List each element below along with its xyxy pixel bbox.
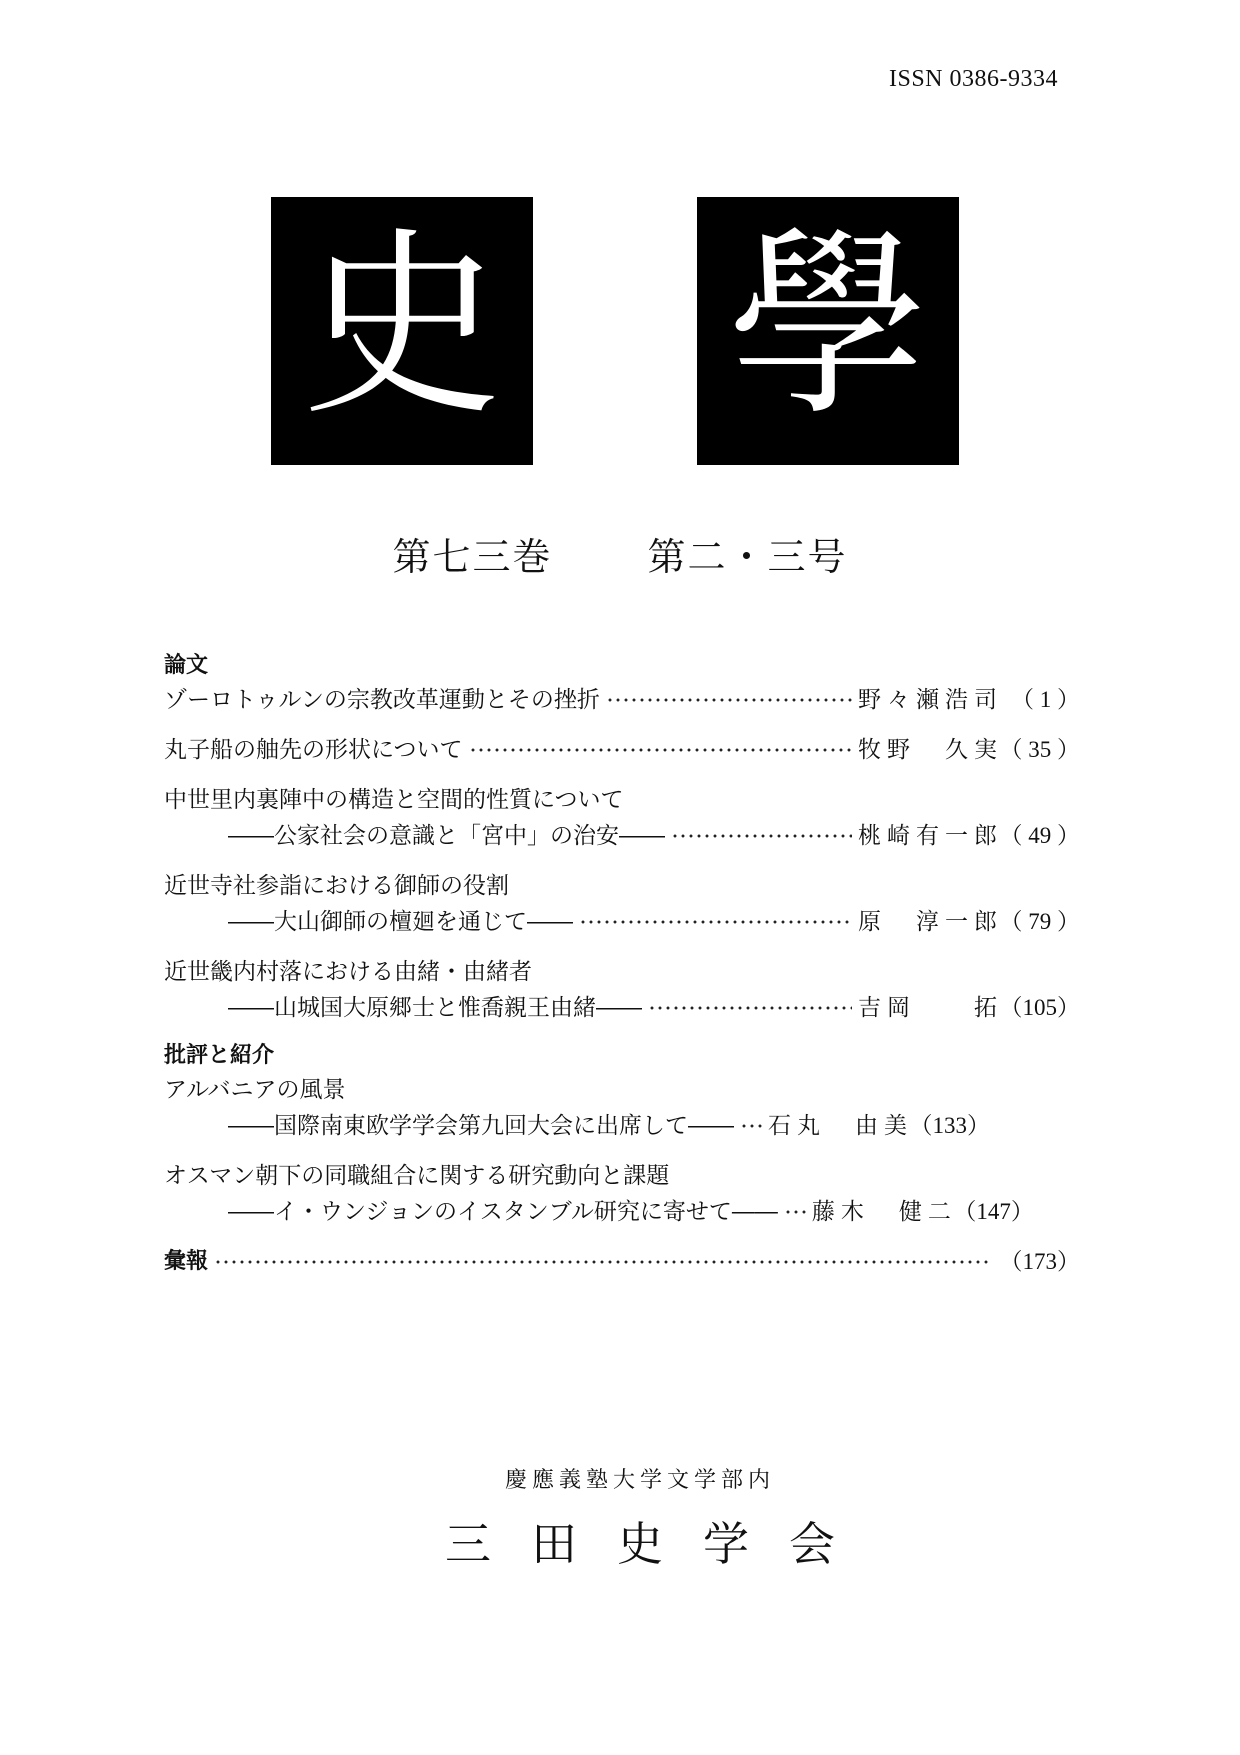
toc-section xyxy=(164,650,1080,1026)
review-page: （133） xyxy=(909,1113,990,1138)
toc-entry xyxy=(164,682,1080,718)
review-title: オスマン朝下の同職組合に関する研究動向と課題 xyxy=(164,1163,670,1189)
toc-entry xyxy=(164,782,1080,854)
toc-line xyxy=(164,868,1080,904)
article-page: （ 49 ） xyxy=(999,823,1080,848)
toc-bulletin xyxy=(164,1244,1080,1280)
article-title: 中世里内裏陣中の構造と空間的性質について xyxy=(164,787,624,813)
article-subtitle: ――大山御師の檀廻を通じて―― xyxy=(228,909,573,935)
dot-leader xyxy=(469,744,852,756)
toc-section xyxy=(164,1040,1080,1230)
publisher-name: 三田史学会 xyxy=(445,1517,875,1571)
volume-issue xyxy=(0,526,1240,581)
dot-leader xyxy=(214,1256,992,1268)
article-page: （ 35 ） xyxy=(999,737,1080,762)
issn-number: ISSN 0386-9334 xyxy=(888,66,1058,92)
review-subtitle: ――イ・ウンジョンのイスタンブル研究に寄せて―― xyxy=(228,1199,778,1225)
article-page: （ 79 ） xyxy=(999,909,1080,934)
dot-leader xyxy=(784,1206,806,1218)
section-heading: 論文 xyxy=(164,653,209,678)
publisher-affiliation: 慶應義塾大学文学部内 xyxy=(504,1468,775,1493)
article-author: 桃崎有一郎 xyxy=(858,823,998,849)
toc-line xyxy=(164,954,1080,990)
toc-line xyxy=(164,732,1080,768)
dot-leader xyxy=(648,1002,852,1014)
dot-leader xyxy=(579,916,852,928)
article-title: 近世寺社参詣における御師の役割 xyxy=(164,873,509,899)
title-character-box-1 xyxy=(271,197,533,465)
title-character-2: 學 xyxy=(727,210,928,443)
toc-line xyxy=(164,990,1080,1026)
article-page: （ 1 ） xyxy=(1011,687,1080,712)
review-author: 藤木 健二 xyxy=(811,1199,952,1225)
article-title: ゾーロトゥルンの宗教改革運動とその挫折 xyxy=(164,687,600,713)
toc-line xyxy=(164,1158,1080,1194)
article-title: 丸子船の舳先の形状について xyxy=(164,737,463,763)
article-subtitle: ――山城国大原郷士と惟喬親王由緒―― xyxy=(228,995,642,1021)
dot-leader xyxy=(606,694,852,706)
title-character-box-2 xyxy=(697,197,959,465)
toc-line xyxy=(164,1194,1080,1230)
toc-line xyxy=(164,782,1080,818)
article-author: 原 淳一郎 xyxy=(858,909,998,935)
toc-entry xyxy=(164,1072,1080,1144)
issue-number: 第二・三号 xyxy=(647,535,848,579)
toc-line xyxy=(164,1108,1080,1144)
article-page: （105） xyxy=(999,995,1080,1020)
article-author: 野々瀬浩司 xyxy=(858,687,998,713)
section-heading: 批評と紹介 xyxy=(164,1043,275,1068)
toc-entry xyxy=(164,1158,1080,1230)
article-subtitle: ――公家社会の意識と「宮中」の治安―― xyxy=(228,823,665,849)
dot-leader xyxy=(671,830,852,842)
toc-entry xyxy=(164,732,1080,768)
review-author: 石丸 由美 xyxy=(768,1113,908,1139)
bulletin-heading: 彙報 xyxy=(164,1249,209,1274)
review-subtitle: ――国際南東欧学学会第九回大会に出席して―― xyxy=(228,1113,734,1139)
toc-line xyxy=(164,682,1080,718)
toc-entry xyxy=(164,868,1080,940)
article-title: 近世畿内村落における由緒・由緒者 xyxy=(164,959,532,985)
title-character-1: 史 xyxy=(301,210,502,443)
volume-number: 第七三巻 xyxy=(392,535,553,579)
table-of-contents xyxy=(164,650,1080,1280)
article-author: 吉岡 拓 xyxy=(858,995,998,1021)
toc-line xyxy=(164,818,1080,854)
review-title: アルバニアの風景 xyxy=(164,1077,346,1103)
article-author: 牧野 久実 xyxy=(858,737,998,763)
bulletin-page: （173） xyxy=(999,1249,1080,1274)
toc-entry xyxy=(164,954,1080,1026)
toc-line xyxy=(164,904,1080,940)
dot-leader xyxy=(740,1120,762,1132)
review-page: （147） xyxy=(953,1199,1034,1224)
toc-line xyxy=(164,1072,1080,1108)
